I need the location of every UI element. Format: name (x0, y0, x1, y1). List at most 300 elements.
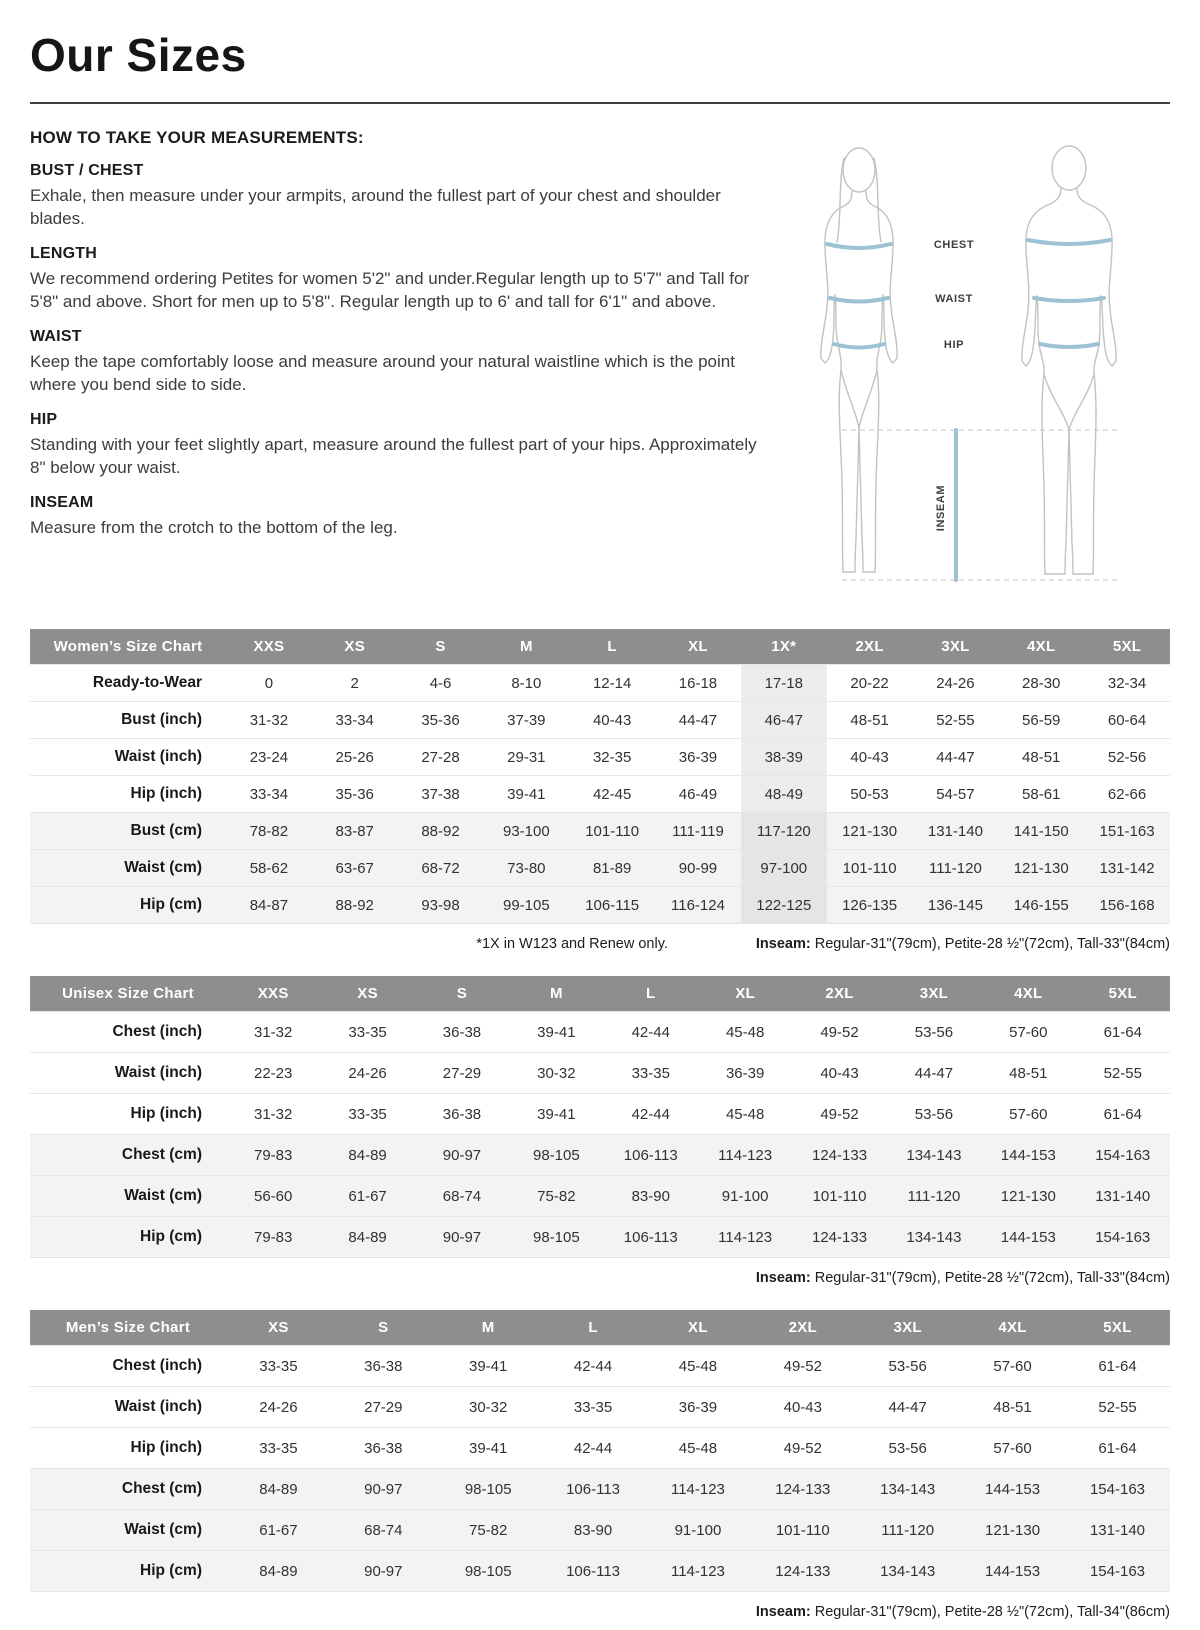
row-label: Ready-to-Wear (30, 665, 226, 702)
size-cell: 101-110 (792, 1176, 886, 1217)
size-cell: 68-74 (331, 1510, 436, 1551)
size-cell: 101-110 (750, 1510, 855, 1551)
size-cell: 32-34 (1084, 665, 1170, 702)
size-cell: 52-55 (1076, 1053, 1170, 1094)
inseam-note: Inseam: Regular-31"(79cm), Petite-28 ½"(72cm), Tall-34"(86cm) (755, 1604, 1170, 1620)
size-column-header: 5XL (1084, 629, 1170, 665)
size-cell: 126-135 (827, 887, 913, 924)
table-row (30, 1217, 1170, 1258)
size-cell: 48-51 (981, 1053, 1075, 1094)
table-row (30, 739, 1170, 776)
size-cell: 121-130 (981, 1176, 1075, 1217)
size-cell: 81-89 (569, 850, 655, 887)
size-cell: 36-39 (655, 739, 741, 776)
page-title: Our Sizes (30, 29, 247, 81)
size-cell: 91-100 (698, 1176, 792, 1217)
row-label: Hip (inch) (30, 1094, 226, 1135)
section-body: Exhale, then measure under your armpits, around the fullest part of your chest and shoulder blades. (30, 186, 721, 229)
size-cell: 84-89 (226, 1469, 331, 1510)
size-cell: 114-123 (698, 1217, 792, 1258)
size-cell: 58-62 (226, 850, 312, 887)
size-cell: 106-113 (541, 1551, 646, 1592)
size-cell: 40-43 (569, 702, 655, 739)
size-cell: 61-67 (320, 1176, 414, 1217)
figures-svg (784, 130, 1164, 600)
size-cell: 31-32 (226, 1012, 320, 1053)
size-cell: 54-57 (913, 776, 999, 813)
size-cell: 91-100 (646, 1510, 751, 1551)
table-row (30, 1053, 1170, 1094)
size-column-header: XS (226, 1310, 331, 1346)
size-cell: 46-47 (741, 702, 827, 739)
size-column-header: L (569, 629, 655, 665)
size-cell: 37-38 (398, 776, 484, 813)
table-title: Unisex Size Chart (30, 976, 226, 1012)
size-column-header: 4XL (981, 976, 1075, 1012)
size-column-header: 2XL (792, 976, 886, 1012)
size-cell: 75-82 (509, 1176, 603, 1217)
size-cell: 40-43 (792, 1053, 886, 1094)
size-cell: 56-60 (226, 1176, 320, 1217)
table-row (30, 813, 1170, 850)
table-row (30, 665, 1170, 702)
table-row (30, 1346, 1170, 1387)
size-cell: 4-6 (398, 665, 484, 702)
womens-table-footnotes (30, 936, 1170, 952)
size-cell: 79-83 (226, 1217, 320, 1258)
size-cell: 134-143 (855, 1469, 960, 1510)
size-cell: 90-97 (331, 1469, 436, 1510)
size-cell: 23-24 (226, 739, 312, 776)
size-cell: 52-55 (913, 702, 999, 739)
size-cell: 144-153 (981, 1217, 1075, 1258)
section-body: Standing with your feet slightly apart, measure around the fullest part of your hips. Approximately 8" below your waist. (30, 434, 757, 478)
size-cell: 79-83 (226, 1135, 320, 1176)
size-cell: 45-48 (698, 1012, 792, 1053)
row-label: Hip (cm) (30, 1551, 226, 1592)
title-divider (30, 102, 1170, 104)
womens-size-chart (30, 629, 1170, 952)
size-cell: 61-67 (226, 1510, 331, 1551)
size-column-header: S (398, 629, 484, 665)
size-cell: 134-143 (887, 1135, 981, 1176)
size-cell: 48-49 (741, 776, 827, 813)
size-cell: 144-153 (960, 1469, 1065, 1510)
table-row (30, 1469, 1170, 1510)
size-cell: 24-26 (226, 1387, 331, 1428)
size-cell: 84-89 (320, 1217, 414, 1258)
size-cell: 61-64 (1065, 1428, 1170, 1469)
size-cell: 36-38 (331, 1428, 436, 1469)
size-cell: 114-123 (698, 1135, 792, 1176)
row-label: Waist (inch) (30, 739, 226, 776)
size-cell: 20-22 (827, 665, 913, 702)
table-header-row (30, 629, 1170, 665)
size-cell: 154-163 (1076, 1217, 1170, 1258)
size-cell: 49-52 (792, 1012, 886, 1053)
instructions-heading: HOW TO TAKE YOUR MEASUREMENTS: (30, 128, 364, 147)
size-cell: 111-119 (655, 813, 741, 850)
size-cell: 50-53 (827, 776, 913, 813)
size-cell: 39-41 (509, 1012, 603, 1053)
size-cell: 8-10 (483, 665, 569, 702)
size-column-header: XL (698, 976, 792, 1012)
size-cell: 88-92 (312, 887, 398, 924)
size-cell: 33-34 (312, 702, 398, 739)
row-label: Bust (inch) (30, 702, 226, 739)
size-cell: 106-113 (604, 1217, 698, 1258)
size-cell: 27-29 (415, 1053, 509, 1094)
size-cell: 33-35 (320, 1094, 414, 1135)
row-label: Waist (inch) (30, 1053, 226, 1094)
size-cell: 60-64 (1084, 702, 1170, 739)
size-cell: 134-143 (887, 1217, 981, 1258)
mens-table-footnotes (30, 1604, 1170, 1620)
size-cell: 97-100 (741, 850, 827, 887)
size-column-header: 5XL (1076, 976, 1170, 1012)
size-cell: 45-48 (698, 1094, 792, 1135)
size-cell: 122-125 (741, 887, 827, 924)
size-cell: 84-89 (320, 1135, 414, 1176)
size-column-header: 3XL (855, 1310, 960, 1346)
size-column-header: 2XL (750, 1310, 855, 1346)
size-cell: 46-49 (655, 776, 741, 813)
size-cell: 111-120 (913, 850, 999, 887)
size-cell: 17-18 (741, 665, 827, 702)
size-cell: 98-105 (436, 1551, 541, 1592)
unisex-size-chart (30, 976, 1170, 1286)
size-cell: 30-32 (509, 1053, 603, 1094)
inseam-label: INSEAM (935, 484, 947, 532)
row-label: Hip (inch) (30, 776, 226, 813)
size-cell: 68-72 (398, 850, 484, 887)
size-cell: 39-41 (436, 1346, 541, 1387)
size-cell: 42-44 (604, 1094, 698, 1135)
size-cell: 39-41 (483, 776, 569, 813)
size-cell: 111-120 (855, 1510, 960, 1551)
size-cell: 57-60 (981, 1094, 1075, 1135)
size-cell: 16-18 (655, 665, 741, 702)
row-label: Waist (cm) (30, 1176, 226, 1217)
size-cell: 117-120 (741, 813, 827, 850)
size-cell: 28-30 (998, 665, 1084, 702)
row-label: Bust (cm) (30, 813, 226, 850)
size-cell: 42-44 (541, 1346, 646, 1387)
body-figures-illustration (784, 130, 1164, 605)
size-cell: 73-80 (483, 850, 569, 887)
size-cell: 144-153 (981, 1135, 1075, 1176)
inseam-note: Inseam: Regular-31"(79cm), Petite-28 ½"(72cm), Tall-33"(84cm) (755, 936, 1170, 952)
size-cell: 57-60 (960, 1428, 1065, 1469)
size-column-header: XL (655, 629, 741, 665)
size-cell: 124-133 (750, 1551, 855, 1592)
size-cell: 36-38 (415, 1012, 509, 1053)
size-cell: 111-120 (887, 1176, 981, 1217)
size-cell: 121-130 (960, 1510, 1065, 1551)
size-cell: 121-130 (998, 850, 1084, 887)
size-cell: 48-51 (827, 702, 913, 739)
size-cell: 57-60 (960, 1346, 1065, 1387)
section-title: INSEAM (30, 493, 94, 511)
size-cell: 75-82 (436, 1510, 541, 1551)
size-cell: 84-89 (226, 1551, 331, 1592)
size-cell: 30-32 (436, 1387, 541, 1428)
size-column-header: 2XL (827, 629, 913, 665)
size-cell: 31-32 (226, 1094, 320, 1135)
size-cell: 33-35 (226, 1346, 331, 1387)
table-row (30, 1510, 1170, 1551)
size-column-header: S (331, 1310, 436, 1346)
unisex-size-chart-table (30, 976, 1170, 1258)
size-cell: 53-56 (855, 1346, 960, 1387)
size-cell: 101-110 (827, 850, 913, 887)
unisex-table-footnotes (30, 1270, 1170, 1286)
size-cell: 33-35 (320, 1012, 414, 1053)
section-title: HIP (30, 410, 58, 428)
size-cell: 83-87 (312, 813, 398, 850)
size-column-header: 4XL (998, 629, 1084, 665)
size-cell: 114-123 (646, 1551, 751, 1592)
size-cell: 49-52 (750, 1346, 855, 1387)
size-cell: 44-47 (913, 739, 999, 776)
size-cell: 84-87 (226, 887, 312, 924)
size-cell: 134-143 (855, 1551, 960, 1592)
table-row (30, 702, 1170, 739)
size-cell: 49-52 (750, 1428, 855, 1469)
top-section (30, 128, 1170, 605)
size-cell: 101-110 (569, 813, 655, 850)
size-cell: 33-35 (541, 1387, 646, 1428)
size-cell: 63-67 (312, 850, 398, 887)
size-cell: 90-97 (331, 1551, 436, 1592)
size-cell: 52-55 (1065, 1387, 1170, 1428)
table-title: Men’s Size Chart (30, 1310, 226, 1346)
size-cell: 39-41 (436, 1428, 541, 1469)
size-cell: 42-44 (604, 1012, 698, 1053)
size-column-header: XS (320, 976, 414, 1012)
measurement-diagram (778, 128, 1170, 605)
table-row (30, 776, 1170, 813)
size-cell: 33-35 (226, 1428, 331, 1469)
table-row (30, 1428, 1170, 1469)
section-inseam (30, 494, 768, 539)
size-cell: 38-39 (741, 739, 827, 776)
size-column-header: XS (312, 629, 398, 665)
size-cell: 36-39 (698, 1053, 792, 1094)
size-cell: 44-47 (887, 1053, 981, 1094)
size-column-header: 4XL (960, 1310, 1065, 1346)
table-note: *1X in W123 and Renew only. (476, 936, 668, 952)
size-cell: 49-52 (792, 1094, 886, 1135)
size-cell: 32-35 (569, 739, 655, 776)
table-title: Women’s Size Chart (30, 629, 226, 665)
table-row (30, 1135, 1170, 1176)
size-cell: 98-105 (509, 1135, 603, 1176)
size-cell: 124-133 (792, 1135, 886, 1176)
size-cell: 44-47 (655, 702, 741, 739)
chest-label: CHEST (933, 239, 975, 251)
section-body: We recommend ordering Petites for women 5'2" and under.Regular length up to 5'7" and Tall for 5'8" and above. Short for men up to 5'8". Regular length up to 6' and tall for 6'1" and above. (30, 268, 750, 312)
size-cell: 0 (226, 665, 312, 702)
man-figure (1022, 146, 1116, 574)
size-cell: 61-64 (1076, 1012, 1170, 1053)
size-cell: 144-153 (960, 1551, 1065, 1592)
mens-size-chart-table (30, 1310, 1170, 1592)
section-body: Keep the tape comfortably loose and measure around your natural waistline which is the point where you bend side to side. (30, 351, 735, 395)
size-cell: 48-51 (998, 739, 1084, 776)
size-cell: 131-140 (1065, 1510, 1170, 1551)
size-cell: 53-56 (887, 1012, 981, 1053)
table-header-row (30, 976, 1170, 1012)
size-column-header: M (436, 1310, 541, 1346)
size-cell: 131-142 (1084, 850, 1170, 887)
section-hip (30, 411, 768, 480)
size-cell: 61-64 (1065, 1346, 1170, 1387)
womens-size-chart-table (30, 629, 1170, 924)
size-cell: 156-168 (1084, 887, 1170, 924)
row-label: Chest (cm) (30, 1469, 226, 1510)
size-cell: 154-163 (1065, 1469, 1170, 1510)
section-title: BUST / CHEST (30, 162, 144, 179)
size-cell: 83-90 (541, 1510, 646, 1551)
table-row (30, 1176, 1170, 1217)
size-cell: 154-163 (1076, 1135, 1170, 1176)
size-cell: 35-36 (312, 776, 398, 813)
table-header-row (30, 1310, 1170, 1346)
size-column-header: XL (646, 1310, 751, 1346)
table-row (30, 1387, 1170, 1428)
section-bust-chest (30, 162, 768, 231)
size-cell: 78-82 (226, 813, 312, 850)
size-cell: 56-59 (998, 702, 1084, 739)
size-cell: 57-60 (981, 1012, 1075, 1053)
size-cell: 151-163 (1084, 813, 1170, 850)
size-cell: 33-35 (604, 1053, 698, 1094)
row-label: Hip (cm) (30, 1217, 226, 1258)
section-title: LENGTH (30, 244, 97, 262)
size-cell: 37-39 (483, 702, 569, 739)
table-row (30, 1094, 1170, 1135)
size-cell: 61-64 (1076, 1094, 1170, 1135)
measurement-instructions (30, 128, 778, 605)
woman-figure (821, 148, 897, 572)
size-cell: 45-48 (646, 1428, 751, 1469)
row-label: Waist (cm) (30, 850, 226, 887)
table-row (30, 1012, 1170, 1053)
section-title: WAIST (30, 327, 82, 345)
size-cell: 93-100 (483, 813, 569, 850)
size-cell: 45-48 (646, 1346, 751, 1387)
size-cell: 90-97 (415, 1217, 509, 1258)
size-column-header: 1X* (741, 629, 827, 665)
size-cell: 24-26 (320, 1053, 414, 1094)
size-cell: 131-140 (913, 813, 999, 850)
size-cell: 62-66 (1084, 776, 1170, 813)
size-column-header: L (541, 1310, 646, 1346)
size-cell: 36-38 (415, 1094, 509, 1135)
row-label: Waist (cm) (30, 1510, 226, 1551)
size-cell: 114-123 (646, 1469, 751, 1510)
table-row (30, 887, 1170, 924)
size-cell: 39-41 (509, 1094, 603, 1135)
size-cell: 88-92 (398, 813, 484, 850)
size-column-header: S (415, 976, 509, 1012)
hip-label: HIP (943, 339, 965, 351)
size-cell: 33-34 (226, 776, 312, 813)
size-cell: 116-124 (655, 887, 741, 924)
row-label: Chest (inch) (30, 1012, 226, 1053)
size-column-header: XXS (226, 976, 320, 1012)
table-row (30, 850, 1170, 887)
size-cell: 42-44 (541, 1428, 646, 1469)
size-cell: 36-39 (646, 1387, 751, 1428)
size-cell: 90-99 (655, 850, 741, 887)
table-row (30, 1551, 1170, 1592)
size-cell: 22-23 (226, 1053, 320, 1094)
size-cell: 90-97 (415, 1135, 509, 1176)
size-cell: 154-163 (1065, 1551, 1170, 1592)
size-column-header: 3XL (913, 629, 999, 665)
size-column-header: L (604, 976, 698, 1012)
size-cell: 98-105 (509, 1217, 603, 1258)
size-cell: 2 (312, 665, 398, 702)
section-waist (30, 328, 768, 397)
size-cell: 124-133 (750, 1469, 855, 1510)
size-cell: 53-56 (855, 1428, 960, 1469)
size-cell: 98-105 (436, 1469, 541, 1510)
row-label: Waist (inch) (30, 1387, 226, 1428)
size-cell: 58-61 (998, 776, 1084, 813)
inseam-note: Inseam: Regular-31"(79cm), Petite-28 ½"(72cm), Tall-33"(84cm) (755, 1270, 1170, 1286)
size-cell: 12-14 (569, 665, 655, 702)
size-cell: 99-105 (483, 887, 569, 924)
size-cell: 146-155 (998, 887, 1084, 924)
size-cell: 83-90 (604, 1176, 698, 1217)
size-cell: 106-115 (569, 887, 655, 924)
size-cell: 141-150 (998, 813, 1084, 850)
size-cell: 106-113 (541, 1469, 646, 1510)
size-column-header: XXS (226, 629, 312, 665)
size-cell: 68-74 (415, 1176, 509, 1217)
size-cell: 24-26 (913, 665, 999, 702)
size-cell: 36-38 (331, 1346, 436, 1387)
size-cell: 29-31 (483, 739, 569, 776)
size-cell: 35-36 (398, 702, 484, 739)
size-cell: 93-98 (398, 887, 484, 924)
size-cell: 131-140 (1076, 1176, 1170, 1217)
size-column-header: 5XL (1065, 1310, 1170, 1346)
size-cell: 31-32 (226, 702, 312, 739)
size-column-header: 3XL (887, 976, 981, 1012)
section-body: Measure from the crotch to the bottom of the leg. (30, 517, 398, 537)
row-label: Chest (cm) (30, 1135, 226, 1176)
size-cell: 25-26 (312, 739, 398, 776)
size-cell: 27-28 (398, 739, 484, 776)
size-cell: 27-29 (331, 1387, 436, 1428)
section-length (30, 245, 768, 314)
waist-label: WAIST (935, 293, 973, 305)
row-label: Hip (cm) (30, 887, 226, 924)
size-column-header: M (509, 976, 603, 1012)
size-cell: 52-56 (1084, 739, 1170, 776)
size-cell: 124-133 (792, 1217, 886, 1258)
size-cell: 53-56 (887, 1094, 981, 1135)
size-cell: 136-145 (913, 887, 999, 924)
size-cell: 42-45 (569, 776, 655, 813)
size-cell: 106-113 (604, 1135, 698, 1176)
size-column-header: M (483, 629, 569, 665)
size-cell: 40-43 (750, 1387, 855, 1428)
